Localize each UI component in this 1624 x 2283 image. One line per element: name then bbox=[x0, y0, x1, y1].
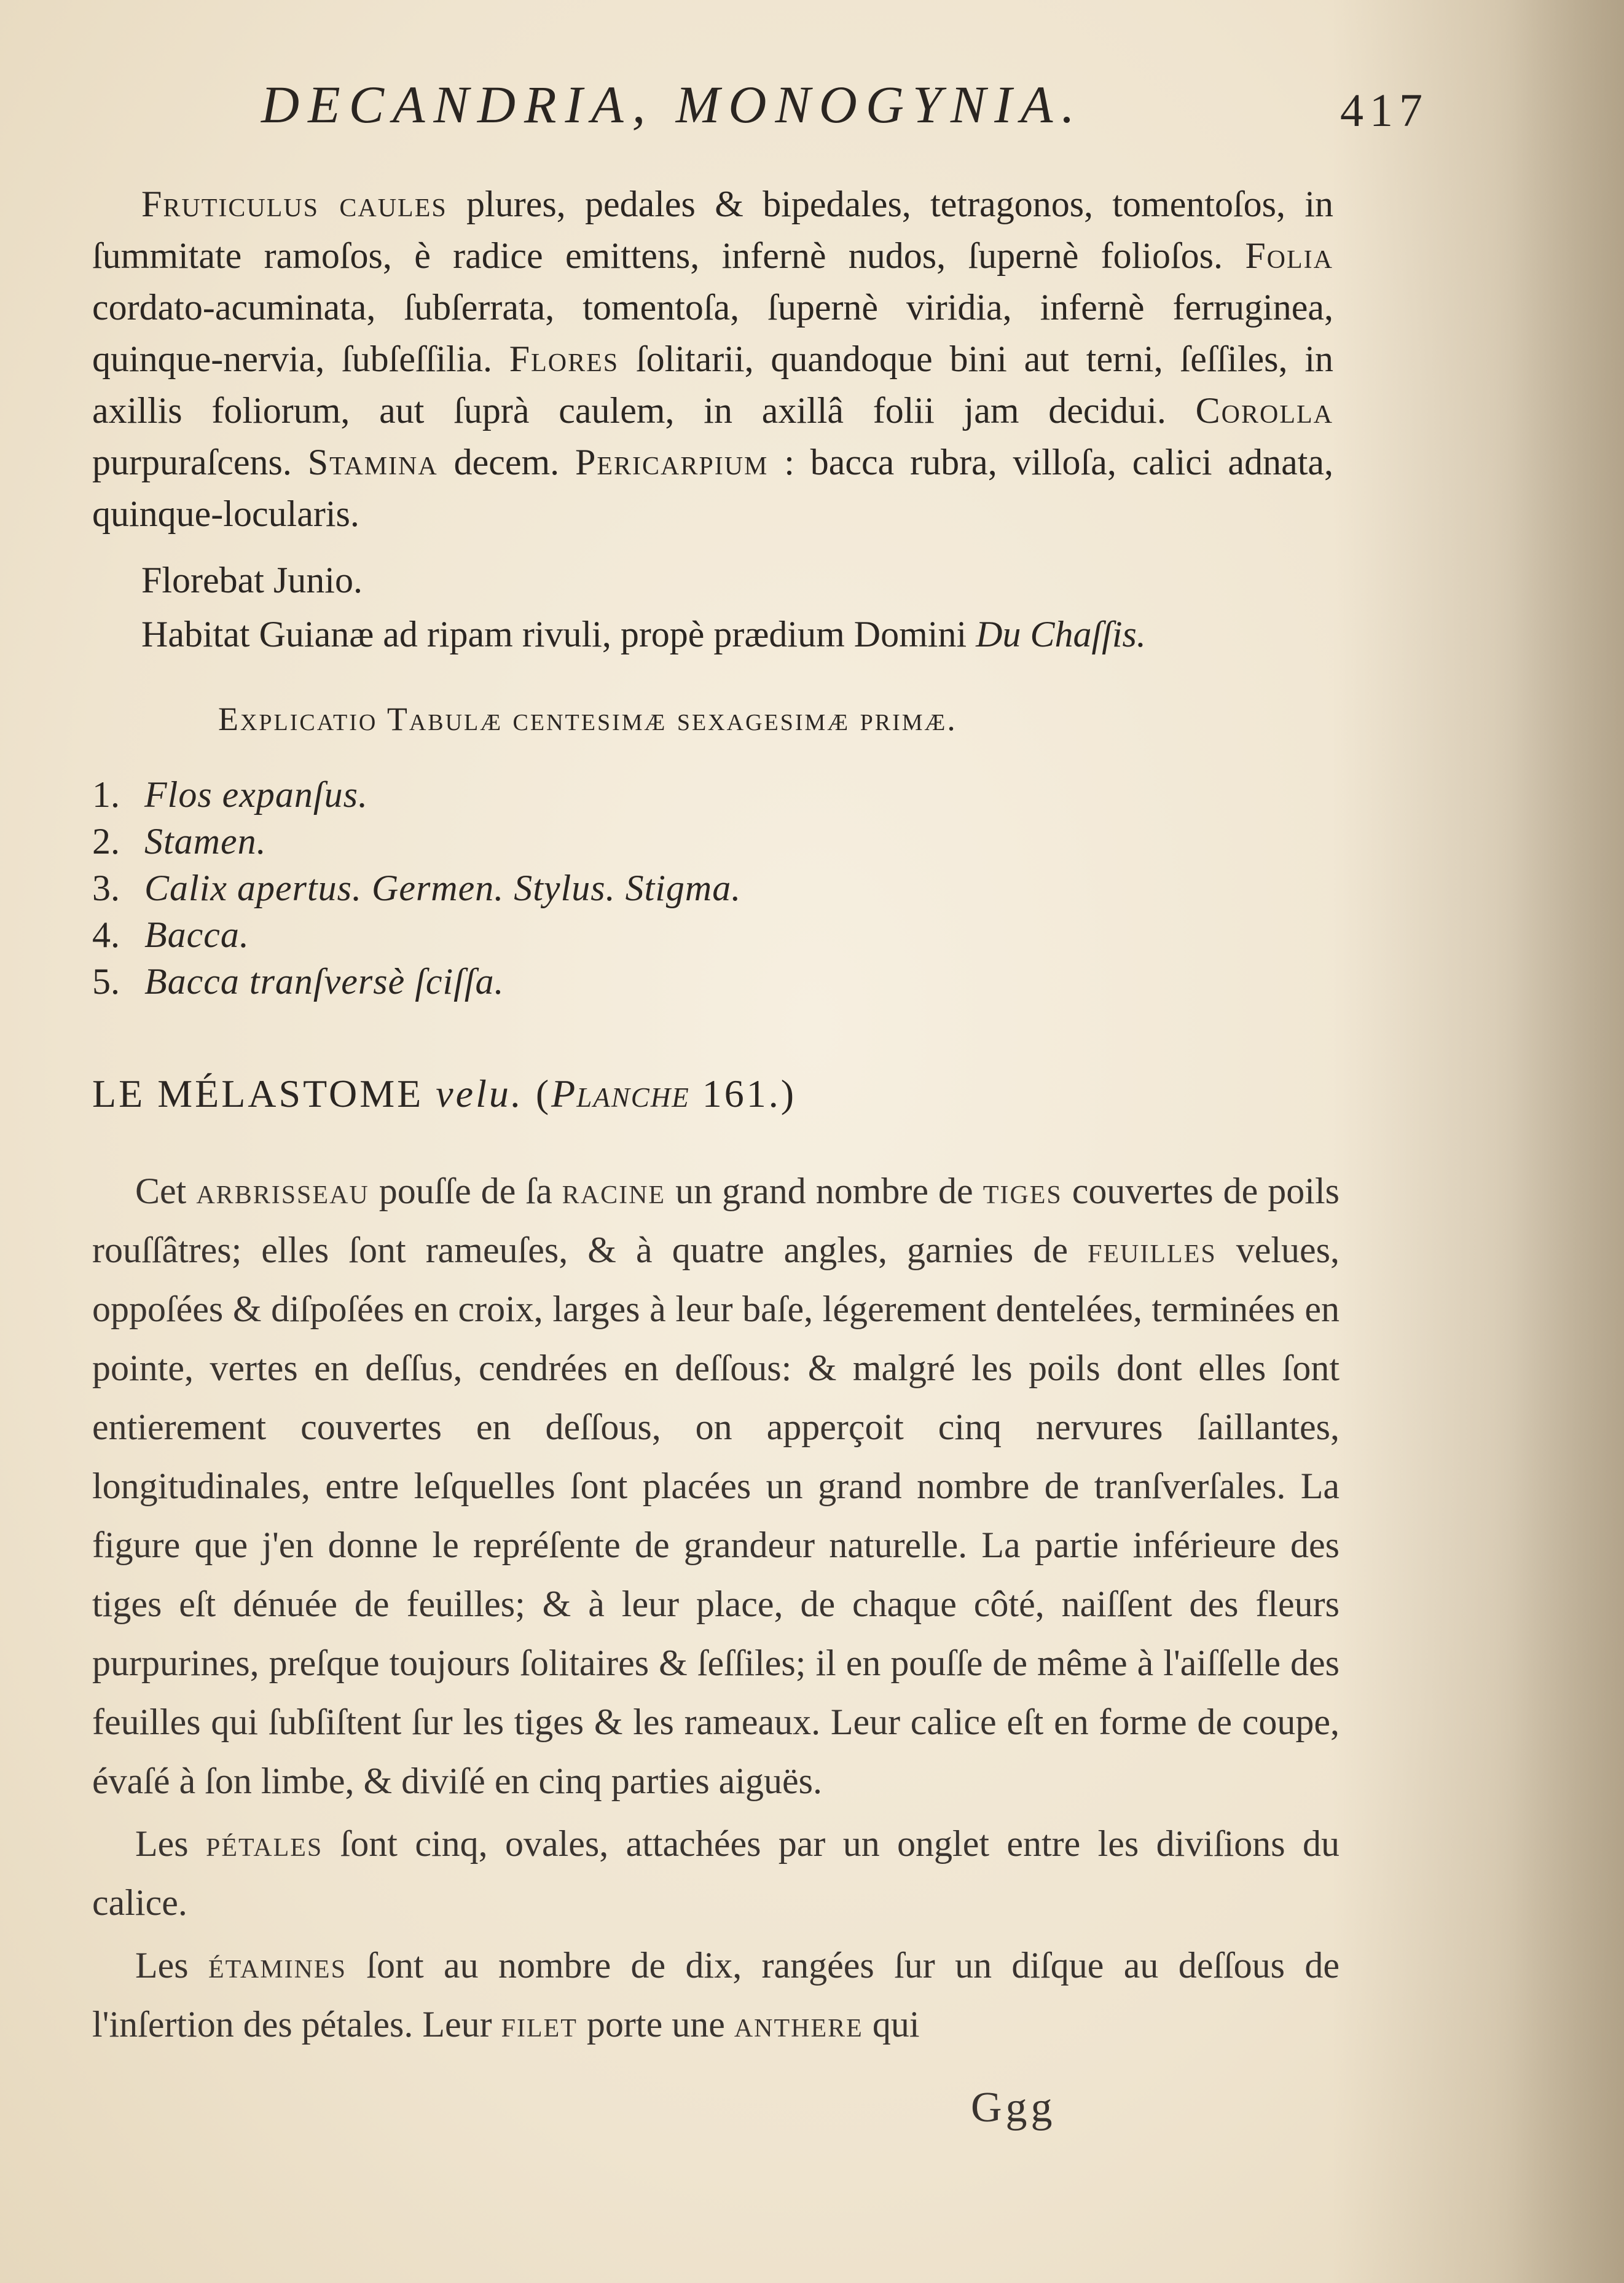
term-filet: filet bbox=[501, 2004, 578, 2045]
list-item bbox=[92, 771, 1075, 818]
latin-text-4: purpuraſcens. bbox=[92, 442, 308, 482]
plate-ref-open: ( bbox=[523, 1072, 552, 1115]
list-item bbox=[92, 818, 1075, 865]
term-stamina: Stamina bbox=[307, 442, 438, 482]
plate-ref-number: 161.) bbox=[689, 1072, 797, 1115]
term-fruticulus: Fruticulus caules bbox=[141, 184, 447, 224]
term-anthere: anthere bbox=[734, 2004, 863, 2045]
item-number: 5. bbox=[92, 961, 120, 1002]
paragraph bbox=[92, 1936, 1340, 2054]
term-pericarpium: Pericarpium bbox=[575, 442, 769, 482]
habitat-person: Du Chaſſis. bbox=[976, 614, 1146, 654]
item-number: 2. bbox=[92, 821, 120, 862]
item-number: 4. bbox=[92, 914, 120, 955]
latin-text-2: cordato-acuminata, ſubſerrata, tomentoſa, ſupernè viridia, infernè ferruginea, quinque-nervia, ſubſeſſilia. bbox=[92, 287, 1333, 379]
term-folia: Folia bbox=[1245, 235, 1333, 276]
text-run: ſont au nombre de dix, rangées ſur un diſque au deſſous de l'inſertion des pétales. Leur bbox=[92, 1945, 1340, 2045]
item-number: 3. bbox=[92, 868, 120, 908]
term-corolla: Corolla bbox=[1195, 390, 1333, 431]
list-item bbox=[92, 911, 1075, 958]
text-run: pouſſe de ſa bbox=[369, 1171, 562, 1211]
text-run: Les bbox=[135, 1945, 208, 1986]
term-flores: Flores bbox=[509, 339, 619, 379]
page-number: 417 bbox=[1340, 85, 1429, 136]
plate-ref-label: Planche bbox=[551, 1072, 690, 1115]
species-name: LE MÉLASTOME bbox=[92, 1072, 436, 1115]
flowering-note: Florebat Junio. bbox=[141, 560, 363, 600]
text-run: velues, oppoſées & diſpoſées en croix, larges à leur baſe, légerement dentelées, terminées en pointe, vertes en deſſus, cendrées en deſſous: & malgré les poils dont elles ſont entierement couvertes en deſſous, on apperçoit cinq nervures ſaillantes, longitudinales, entre leſquelles ſont placées un grand nombre de tranſverſales. La figure que j'en donne le repréſente de grandeur naturelle. La partie inférieure des tiges eſt dénuée de feuilles; & à leur place, de chaque côté, naiſſent des fleurs purpurines, preſque toujours ſolitaires & ſeſſiles; il en pouſſe de même à l'aiſſelle des feuilles qui ſubſiſtent ſur les tiges & les rameaux. Leur calice eſt en forme de coupe, évaſé à ſon limbe, & diviſé en cinq parties aiguës. bbox=[92, 1230, 1340, 1801]
term-racine: racine bbox=[562, 1171, 666, 1211]
item-text: Stamen. bbox=[144, 821, 267, 862]
gathering-signature: Ggg bbox=[971, 2084, 1056, 2131]
latin-text-1: plures, pedales & bipedales, tetragonos, tomentoſos, in ſummitate ramoſos, è radice emittens, infernè nudos, ſupernè folioſos. bbox=[92, 184, 1334, 276]
list-item bbox=[92, 958, 1075, 1005]
species-epithet: velu. bbox=[436, 1072, 524, 1115]
item-number: 1. bbox=[92, 774, 120, 815]
plate-explanation-list bbox=[92, 771, 1075, 1005]
list-item bbox=[92, 865, 1075, 911]
paragraph bbox=[92, 1161, 1340, 1810]
text-run: un grand nombre de bbox=[665, 1171, 983, 1211]
term-petales: pétales bbox=[205, 1823, 323, 1864]
text-run: porte une bbox=[577, 2004, 734, 2045]
text-run: ſont cinq, ovales, attachées par un onglet entre les diviſions du calice. bbox=[92, 1823, 1340, 1923]
item-text: Bacca. bbox=[144, 914, 249, 955]
habitat-text: Habitat Guianæ ad ripam rivuli, propè prædium Domini bbox=[141, 614, 976, 654]
item-text: Flos expanſus. bbox=[144, 774, 368, 815]
latin-text-6: : bacca rubra, villoſa, calici adnata, quinque-locularis. bbox=[92, 442, 1333, 534]
book-page bbox=[92, 55, 1429, 2145]
plate-explanation-heading: Explicatio Tabulæ centesimæ sexagesimæ primæ. bbox=[218, 701, 957, 737]
species-heading bbox=[92, 1066, 796, 1122]
french-description bbox=[92, 1161, 1340, 2057]
paragraph bbox=[92, 1814, 1340, 1932]
item-text: Calix apertus. Germen. Stylus. Stigma. bbox=[144, 868, 742, 908]
term-arbrisseau: arbrisseau bbox=[196, 1171, 369, 1211]
running-head bbox=[261, 68, 1429, 141]
term-tiges: tiges bbox=[983, 1171, 1062, 1211]
habitat-note bbox=[141, 608, 1333, 660]
latin-text-3: ſolitarii, quandoque bini aut terni, ſeſſiles, in axillis foliorum, aut ſuprà caulem, in axillâ folii jam decidui. bbox=[92, 339, 1333, 431]
term-etamines: étamines bbox=[208, 1945, 347, 1986]
latin-text-5: decem. bbox=[437, 442, 575, 482]
text-run: Les bbox=[135, 1823, 206, 1864]
item-text: Bacca tranſversè ſciſſa. bbox=[144, 961, 504, 1002]
running-title: DECANDRIA, MONOGYNIA. bbox=[261, 75, 1083, 134]
latin-description bbox=[92, 178, 1333, 540]
text-run: Cet bbox=[135, 1171, 197, 1211]
term-feuilles: feuilles bbox=[1088, 1230, 1217, 1270]
page-edge-shadow bbox=[1464, 0, 1624, 2283]
text-run: couvertes de poils rouſſâtres; elles ſont rameuſes, & à quatre angles, garnies de bbox=[92, 1171, 1340, 1270]
text-run: qui bbox=[863, 2004, 920, 2045]
